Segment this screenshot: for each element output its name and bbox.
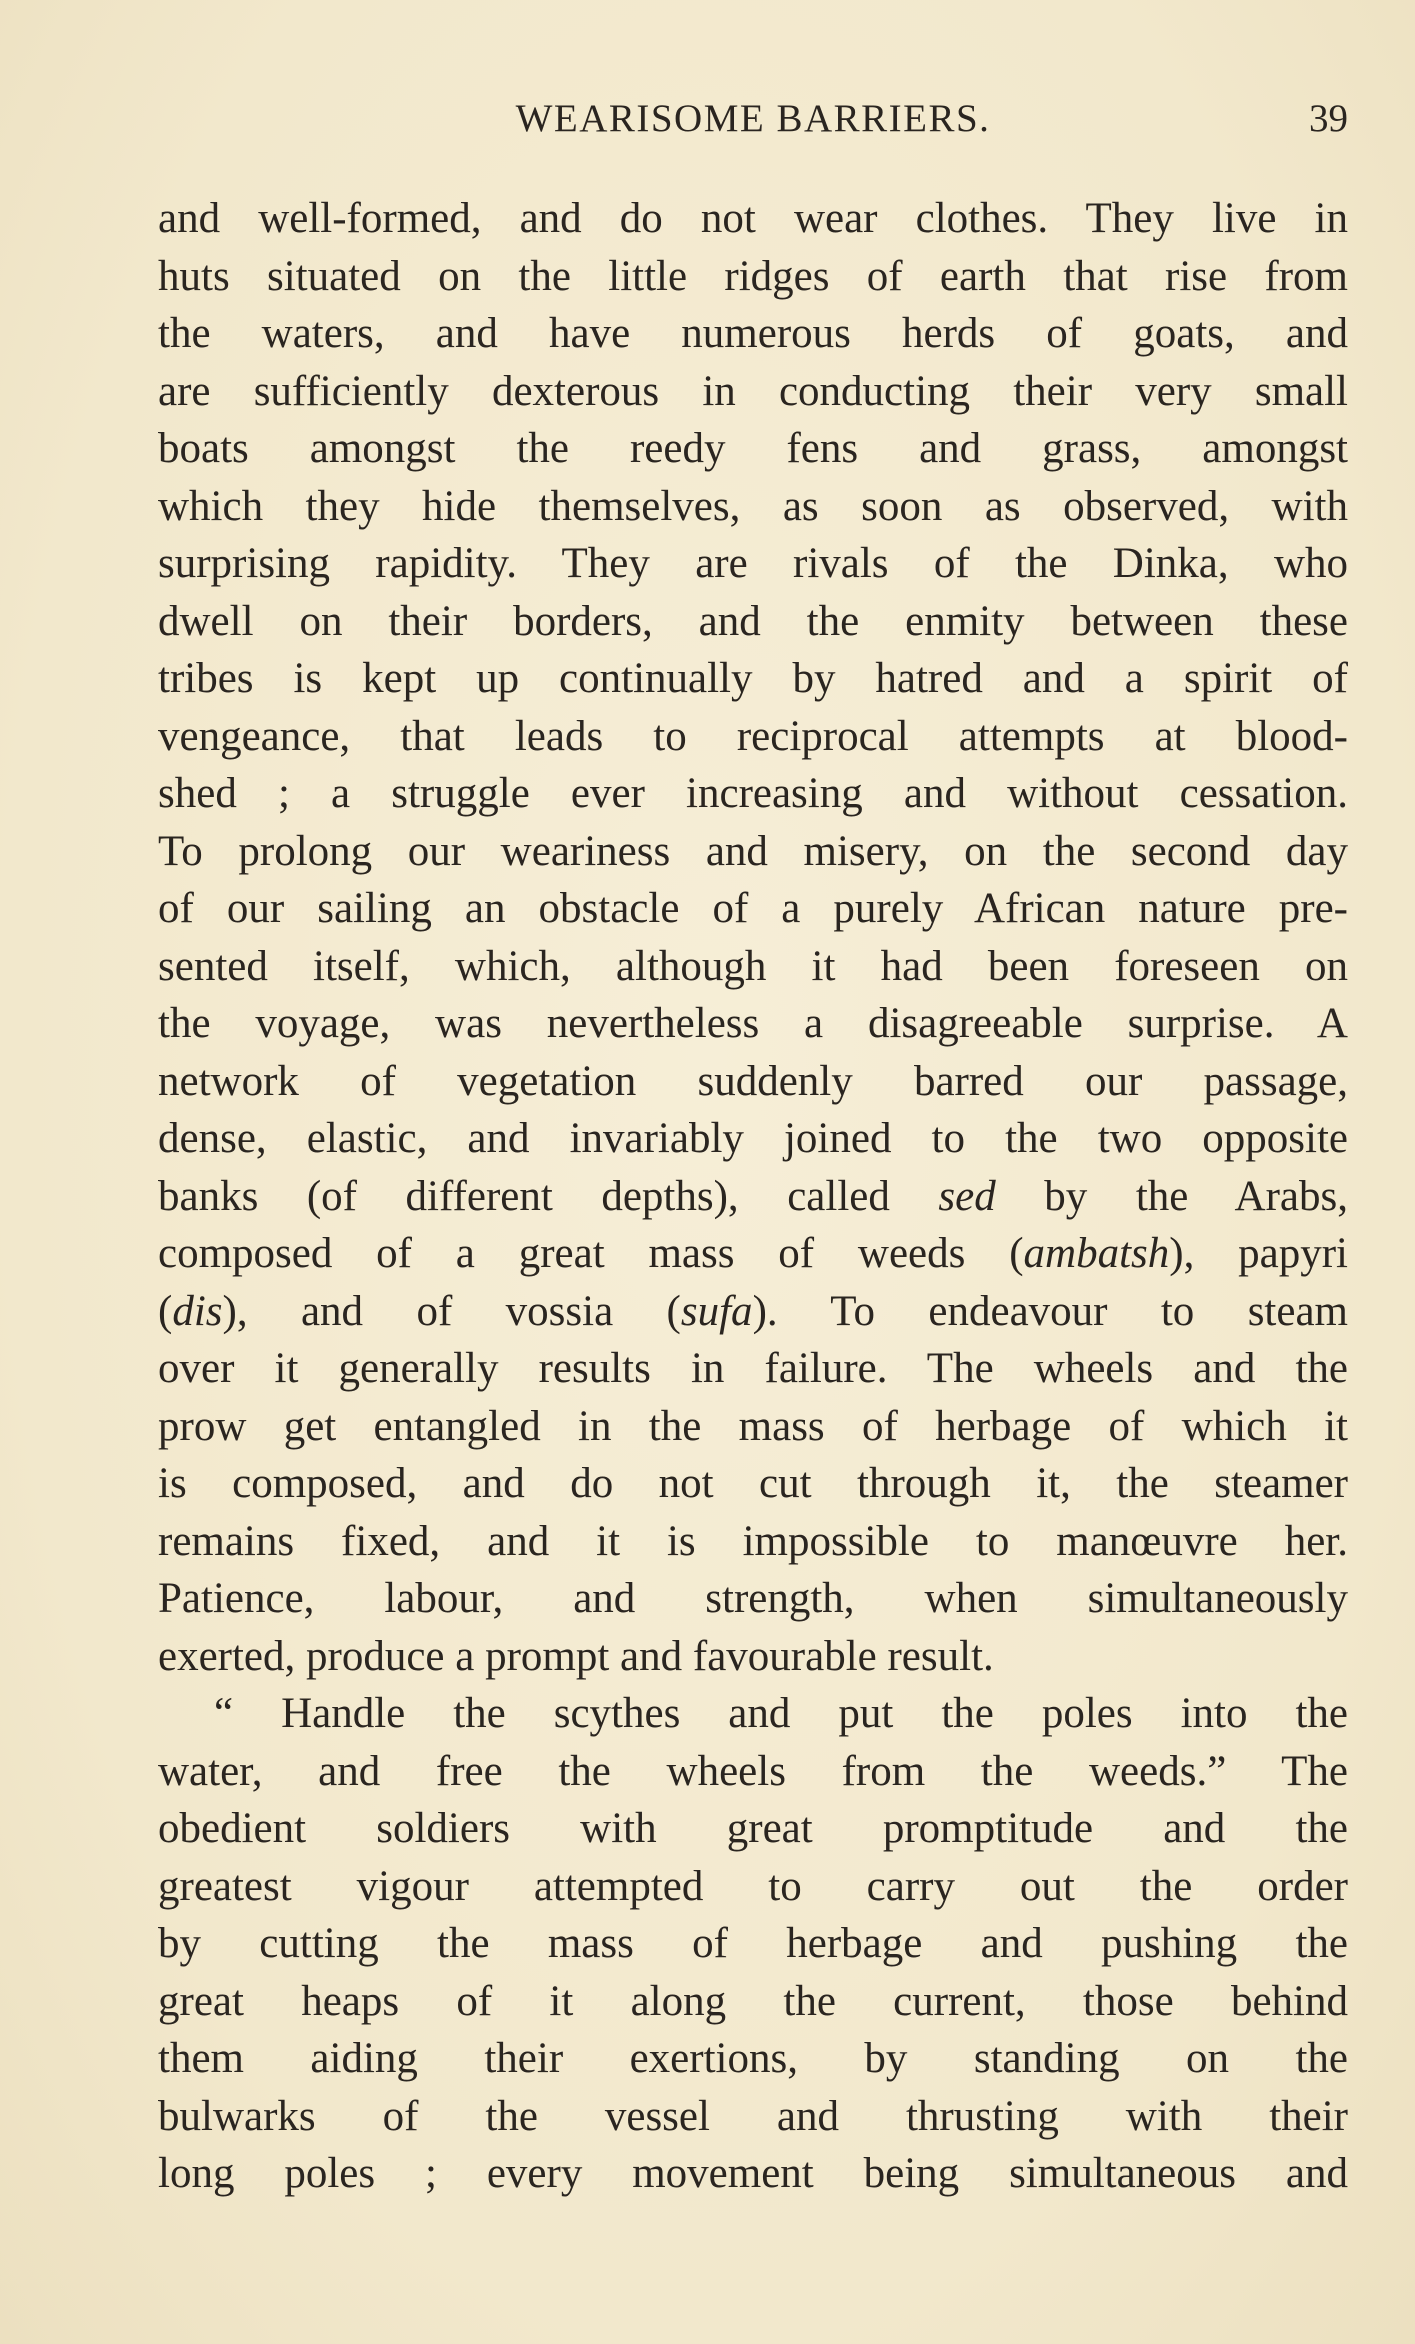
text-run: ). To endeavour to steam (752, 1287, 1348, 1335)
text-run: ), and of vossia ( (222, 1287, 681, 1335)
text-line: exerted, produce a prompt and favourable result. (158, 1632, 994, 1680)
running-title: WEARISOME BARRIERS. (515, 97, 991, 140)
text-run: ), papyri (1169, 1230, 1348, 1277)
text-run: ( (158, 1287, 173, 1335)
italic-term: ambatsh (1023, 1230, 1170, 1277)
text-line: boats amongst the reedy fens and grass, amongst (158, 425, 1348, 472)
text-line: tribes is kept up continually by hatred and a spirit of (158, 655, 1348, 702)
text-line: surprising rapidity. They are rivals of the Dinka, who (158, 540, 1348, 587)
text-line: “ Handle the scythes and put the poles into the (214, 1690, 1348, 1737)
text-line: Patience, labour, and strength, when simultaneously (158, 1575, 1348, 1622)
text-line: network of vegetation suddenly barred our passage, (158, 1057, 1348, 1105)
text-line: To prolong our weariness and misery, on the second day (158, 827, 1348, 875)
text-line: remains fixed, and it is impossible to manœuvre her. (158, 1517, 1348, 1565)
text-line: of our sailing an obstacle of a purely African nature pre- (158, 885, 1348, 932)
text-line: dwell on their borders, and the enmity between these (158, 597, 1348, 645)
text-line: water, and free the wheels from the weeds.” The (158, 1747, 1348, 1795)
text-line: shed ; a struggle ever increasing and without cessation. (158, 770, 1348, 817)
italic-term: dis (172, 1287, 223, 1335)
text-line: dense, elastic, and invariably joined to the two opposite (158, 1115, 1348, 1162)
text-line: obedient soldiers with great promptitude and the (158, 1805, 1348, 1852)
italic-term: sed (938, 1172, 996, 1220)
text-line: bulwarks of the vessel and thrusting with their (158, 2092, 1348, 2140)
body-text (158, 190, 1348, 2203)
text-line: sented itself, which, although it had been foreseen on (158, 942, 1348, 990)
text-line: by cutting the mass of herbage and pushing the (158, 1920, 1348, 1967)
text-line: and well-formed, and do not wear clothes. They live in (158, 195, 1348, 242)
text-line: is composed, and do not cut through it, the steamer (158, 1460, 1348, 1507)
text-line (158, 1168, 1348, 1226)
text-line: long poles ; every movement being simultaneous and (158, 2150, 1348, 2197)
text-line: over it generally results in failure. The wheels and the (158, 1345, 1348, 1392)
text-line: them aiding their exertions, by standing on the (158, 2035, 1348, 2082)
text-run: composed of a great mass of weeds ( (158, 1230, 1024, 1277)
text-line: which they hide themselves, as soon as observed, with (158, 482, 1348, 530)
text-run: banks (of different depths), called (158, 1172, 890, 1220)
text-line: the voyage, was nevertheless a disagreeable surprise. A (158, 1000, 1348, 1047)
text-line: great heaps of it along the current, those behind (158, 1977, 1348, 2025)
text-line: prow get entangled in the mass of herbage of which it (158, 1402, 1348, 1450)
text-line: are sufficiently dexterous in conducting their very small (158, 367, 1348, 415)
page-number: 39 (1309, 97, 1348, 140)
text-line (158, 1283, 1348, 1341)
running-head (158, 96, 1348, 146)
text-run: by the Arabs, (995, 1172, 1348, 1220)
text-line (158, 1225, 1348, 1283)
text-line: the waters, and have numerous herds of goats, and (158, 310, 1348, 357)
text-line: greatest vigour attempted to carry out the order (158, 1862, 1348, 1910)
text-line: vengeance, that leads to reciprocal attempts at blood- (158, 712, 1348, 760)
italic-term: sufa (680, 1287, 753, 1335)
text-line: huts situated on the little ridges of earth that rise from (158, 252, 1348, 300)
